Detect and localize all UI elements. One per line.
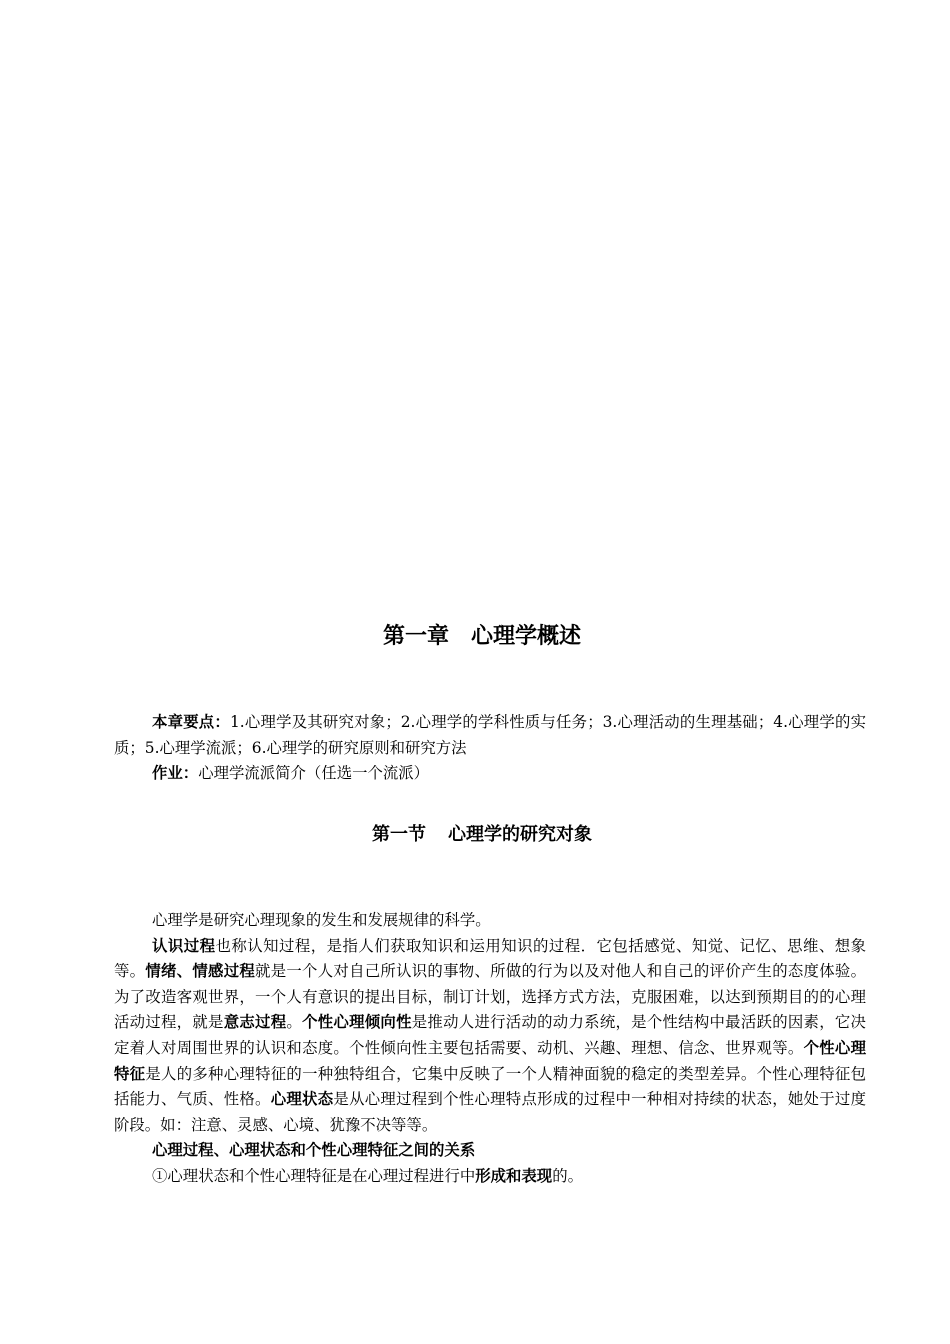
section-title bbox=[0, 821, 950, 849]
section-body bbox=[114, 908, 866, 1190]
term-emotion-process: 情绪、情感过程 bbox=[145, 962, 256, 981]
term-cognitive-process: 认识过程 bbox=[152, 936, 216, 955]
key-points-text: 1.心理学及其研究对象；2.心理学的学科性质与任务；3.心理活动的生理基础；4.心理学的实质；5.心理学流派；6.心理学的研究原则和研究方法 bbox=[114, 713, 866, 757]
section-name: 心理学的研究对象 bbox=[448, 824, 592, 845]
chapter-summary bbox=[114, 710, 866, 787]
homework-text: 心理学流派简介（任选一个流派） bbox=[198, 764, 430, 783]
concepts-paragraph: 认识过程也称认知过程，是指人们获取知识和运用知识的过程．它包括感觉、知觉、记忆、思维、想象等。情绪、情感过程就是一个人对自己所认识的事物、所做的行为以及对他人和自己的评价产生的态度体验。为了改造客观世界，一个人有意识的提出目标，制订计划，选择方式方法，克服困难，以达到预期目的的心理活动过程，就是意志过程。个性心理倾向性是推动人进行活动的动力系统，是个性结构中最活跃的因素，它决定着人对周围世界的认识和态度。个性倾向性主要包括需要、动机、兴趣、理想、信念、世界观等。个性心理特征是人的多种心理特征的一种独特组合，它集中反映了一个人精神面貌的稳定的类型差异。个性心理特征包括能力、气质、性格。心理状态是从心理过程到个性心理特点形成的过程中一种相对持续的状态，她处于过度阶段。如：注意、灵感、心境、犹豫不决等等。 bbox=[114, 936, 866, 1134]
chapter-label: 第一章 bbox=[382, 624, 449, 649]
item-marker: ① bbox=[152, 1166, 168, 1185]
chapter-name: 心理学概述 bbox=[471, 624, 582, 649]
chapter-title bbox=[0, 622, 950, 652]
relation-heading: 心理过程、心理状态和个性心理特征之间的关系 bbox=[152, 1141, 476, 1160]
key-points bbox=[114, 710, 866, 761]
section-label: 第一节 bbox=[372, 824, 426, 845]
term-personality-tendency: 个性心理倾向性 bbox=[302, 1013, 412, 1032]
homework bbox=[114, 761, 866, 787]
term-will-process: 意志过程 bbox=[223, 1013, 287, 1032]
term-personality-traits: 个性心理特征 bbox=[114, 1038, 866, 1083]
definition-paragraph: 心理学是研究心理现象的发生和发展规律的科学。 bbox=[152, 911, 491, 929]
term-mental-state: 心理状态 bbox=[270, 1090, 334, 1109]
key-points-label: 本章要点： bbox=[152, 713, 231, 731]
relation-item-1: ①心理状态和个性心理特征是在心理过程进行中形成和表现的。 bbox=[152, 1166, 583, 1185]
homework-label: 作业： bbox=[152, 764, 199, 783]
